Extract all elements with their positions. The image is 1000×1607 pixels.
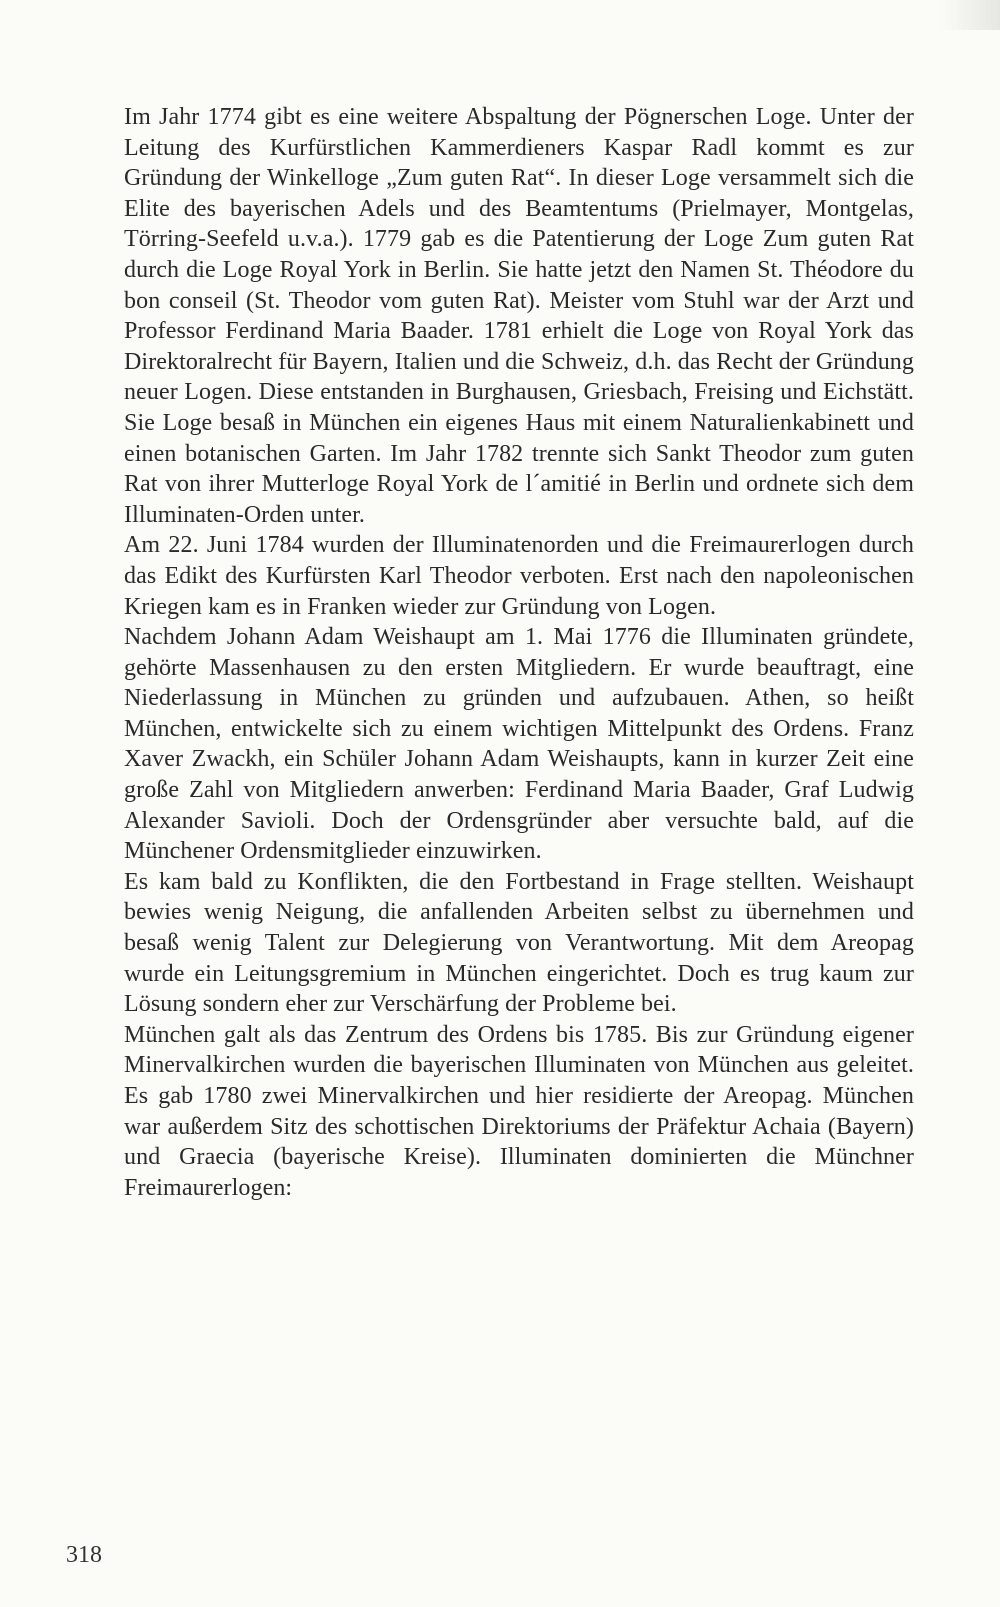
paragraph-loge-zum-guten-rat: Im Jahr 1774 gibt es eine weitere Abspaltung der Pögnerschen Loge. Unter der Leitung des Kurfürstlichen Kammerdieners Kaspar Radl kommt es zur Gründung der Winkelloge „Zum guten Rat“. In dieser Loge versammelt sich die Elite des bayerischen Adels und des Beamtentums (Prielmayer, Montgelas, Törring-Seefeld u.v.a.). 1779 gab es die Patentierung der Loge Zum guten Rat durch die Loge Royal York in Berlin. Sie hatte jetzt den Namen St. Théodore du bon conseil (St. Theodor vom guten Rat). Meister vom Stuhl war der Arzt und Professor Ferdinand Maria Baader. 1781 erhielt die Loge von Royal York das Direktoralrecht für Bayern, Italien und die Schweiz, d.h. das Recht der Gründung neuer Logen. Diese entstanden in Burghausen, Griesbach, Freising und Eichstätt. Sie Loge besaß in München ein eigenes Haus mit einem Naturalienkabinett und einen botanischen Garten. Im Jahr 1782 trennte sich Sankt Theodor zum guten Rat von ihrer Mutterloge Royal York de l´amitié in Berlin und ordnete sich dem Illuminaten-Orden unter. [124,104,914,528]
page-number: 318 [66,1542,102,1568]
paragraph-konflikte: Es kam bald zu Konflikten, die den Fortbestand in Frage stellten. Weishaupt bewies wenig Neigung, die anfallenden Arbeiten selbst zu übernehmen und besaß wenig Talent zur Delegierung von Verantwortung. Mit dem Areopag wurde ein Leitungsgremium in München eingerichtet. Doch es trug kaum zur Lösung sondern eher zur Verschärfung der Probleme bei. [124,868,914,1018]
body-text [124,102,914,1203]
paragraph-weishaupt-illuminaten: Nachdem Johann Adam Weishaupt am 1. Mai 1776 die Illuminaten gründete, gehörte Massenhausen zu den ersten Mitgliedern. Er wurde beauftragt, eine Niederlassung in München zu gründen und aufzubauen. Athen, so heißt München, entwickelte sich zu einem wichtigen Mittelpunkt des Ordens. Franz Xaver Zwackh, ein Schüler Johann Adam Weishaupts, kann in kurzer Zeit eine große Zahl von Mitgliedern anwerben: Ferdinand Maria Baader, Graf Ludwig Alexander Savioli. Doch der Ordensgründer aber versuchte bald, auf die Münchener Ordensmitglieder einzuwirken. [124,624,914,865]
page-edge-shadow [940,0,1000,30]
paragraph-muenchen-zentrum: München galt als das Zentrum des Ordens bis 1785. Bis zur Gründung eigener Minervalkirchen wurden die bayerischen Illuminaten von München aus geleitet. Es gab 1780 zwei Minervalkirchen und hier residierte der Areopag. München war außerdem Sitz des schottischen Direktoriums der Präfektur Achaia (Bayern) und Graecia (bayerische Kreise). Illuminaten dominierten die Münchner Freimaurerlogen: [124,1021,914,1201]
paragraph-verbot-1784: Am 22. Juni 1784 wurden der Illuminatenorden und die Freimaurerlogen durch das Edikt des Kurfürsten Karl Theodor verboten. Erst nach den napoleonischen Kriegen kam es in Franken wieder zur Gründung von Logen. [124,532,914,620]
